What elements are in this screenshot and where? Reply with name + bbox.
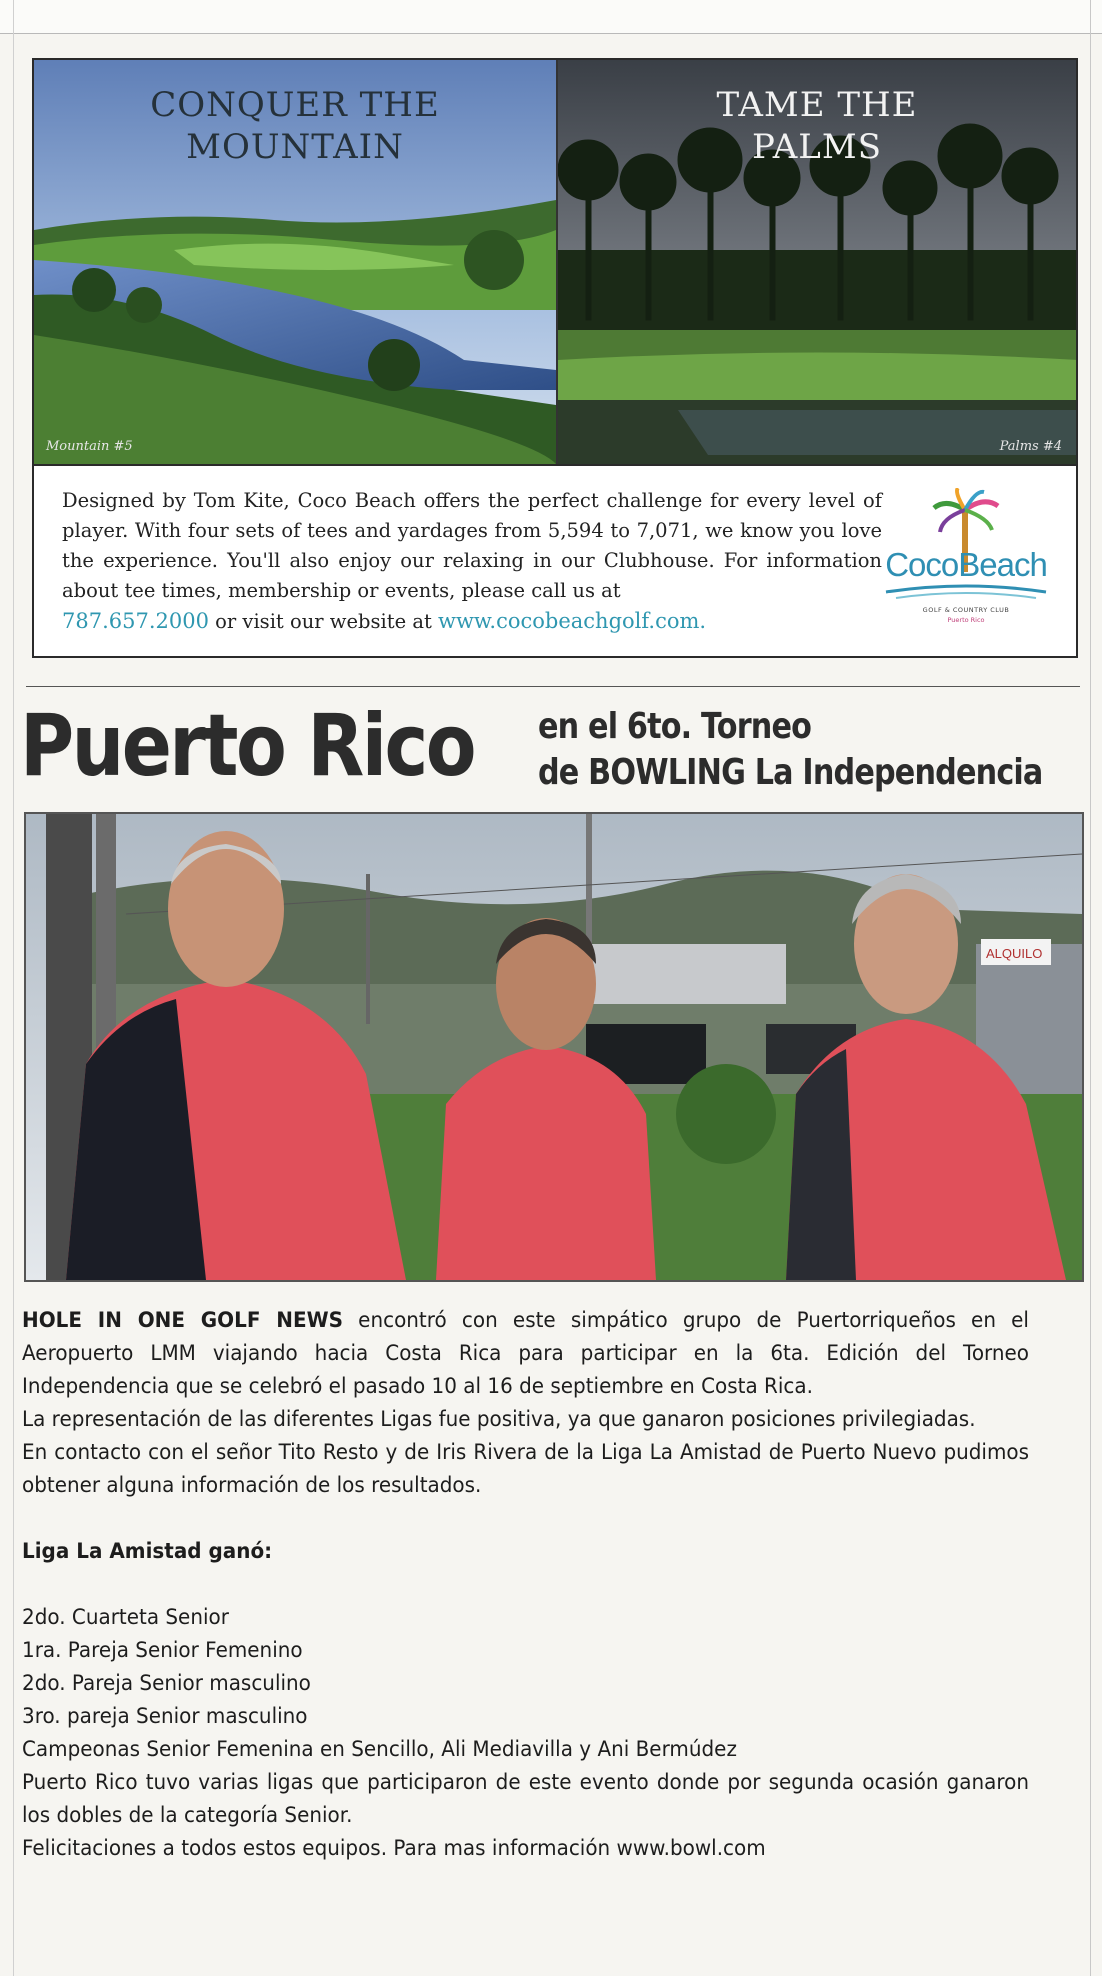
mountain-course-photo xyxy=(34,60,556,464)
result-item: 3ro. pareja Senior masculino xyxy=(22,1704,308,1728)
article-paragraph-2: La representación de las diferentes Ligas fue positiva, ya que ganaron posiciones privilegiadas. xyxy=(22,1407,976,1431)
page-right-edge xyxy=(1090,0,1102,1976)
three-bowlers-image xyxy=(26,814,1082,1280)
photo-sign-text: ALQUILO xyxy=(986,946,1043,961)
result-item: 1ra. Pareja Senior Femenino xyxy=(22,1638,303,1662)
page-left-edge xyxy=(0,0,14,1976)
closing-line: Felicitaciones a todos estos equipos. Para mas información www.bowl.com xyxy=(22,1836,766,1860)
logo-subtitle: GOLF & COUNTRY CLUB xyxy=(922,606,1010,614)
palms-heading: TAME THE PALMS xyxy=(716,85,918,167)
results-heading: Liga La Amistad ganó: xyxy=(22,1539,273,1563)
mountain-hole-caption: Mountain #5 xyxy=(46,439,133,454)
coco-beach-logo xyxy=(876,488,1056,638)
subheadline-line-2: de BOWLING La Independencia xyxy=(538,752,1043,793)
article-body xyxy=(22,1304,1029,1865)
logo-location: Puerto Rico xyxy=(947,616,985,624)
website-link[interactable]: www.cocobeachgolf.com. xyxy=(437,609,707,633)
subheadline-line-1: en el 6to. Torneo xyxy=(538,706,812,747)
ad-photo-strip xyxy=(34,60,1076,464)
result-item: 2do. Cuarteta Senior xyxy=(22,1605,229,1629)
logo-wordmark: CocoBeach xyxy=(885,546,1047,583)
article-paragraph-1 xyxy=(22,1304,1029,1403)
results-list xyxy=(22,1601,1029,1766)
coco-beach-advertisement xyxy=(32,58,1078,658)
mountain-heading: CONQUER THE MOUNTAIN xyxy=(150,85,440,167)
result-item: 2do. Pareja Senior masculino xyxy=(22,1671,311,1695)
closing-paragraph: Puerto Rico tuvo varias ligas que participaron de este evento donde por segunda ocasión ganaron los dobles de la categoría Senior. xyxy=(22,1770,1029,1827)
palms-course-photo xyxy=(556,60,1076,464)
result-item: Campeonas Senior Femenina en Sencillo, Ali Mediavilla y Ani Bermúdez xyxy=(22,1737,737,1761)
article-paragraph-3: En contacto con el señor Tito Resto y de Iris Rivera de la Liga La Amistad de Puerto Nuevo pudimos obtener alguna información de los resultados. xyxy=(22,1440,1029,1497)
ad-body-text: Designed by Tom Kite, Coco Beach offers the perfect challenge for every level of player. With four sets of tees and yardages from 5,594 to 7,071, we know you love the experience. You'll also enjoy our relaxing in our Clubhouse. For information about tee times, membership or events, please call us at xyxy=(62,489,882,602)
team-photo xyxy=(24,812,1084,1282)
paragraph-1-text: encontró con este simpático grupo de Puertorriqueños en el Aeropuerto LMM viajando hacia Costa Rica para participar en la 6ta. Edición del Torneo Independencia que se celebró el pasado 10 al 16 de septiembre en Costa Rica. xyxy=(22,1308,1029,1398)
article-subheadline xyxy=(538,704,1042,796)
ad-description xyxy=(62,486,882,637)
visit-text: or visit our website at xyxy=(215,610,432,633)
phone-number: 787.657.2000 xyxy=(62,609,209,633)
page-top-edge xyxy=(0,0,1102,34)
palms-hole-caption: Palms #4 xyxy=(999,439,1062,454)
ad-text-panel xyxy=(34,464,1076,656)
article-headline: Puerto Rico xyxy=(20,696,474,796)
lead-source: HOLE IN ONE GOLF NEWS xyxy=(22,1308,343,1332)
